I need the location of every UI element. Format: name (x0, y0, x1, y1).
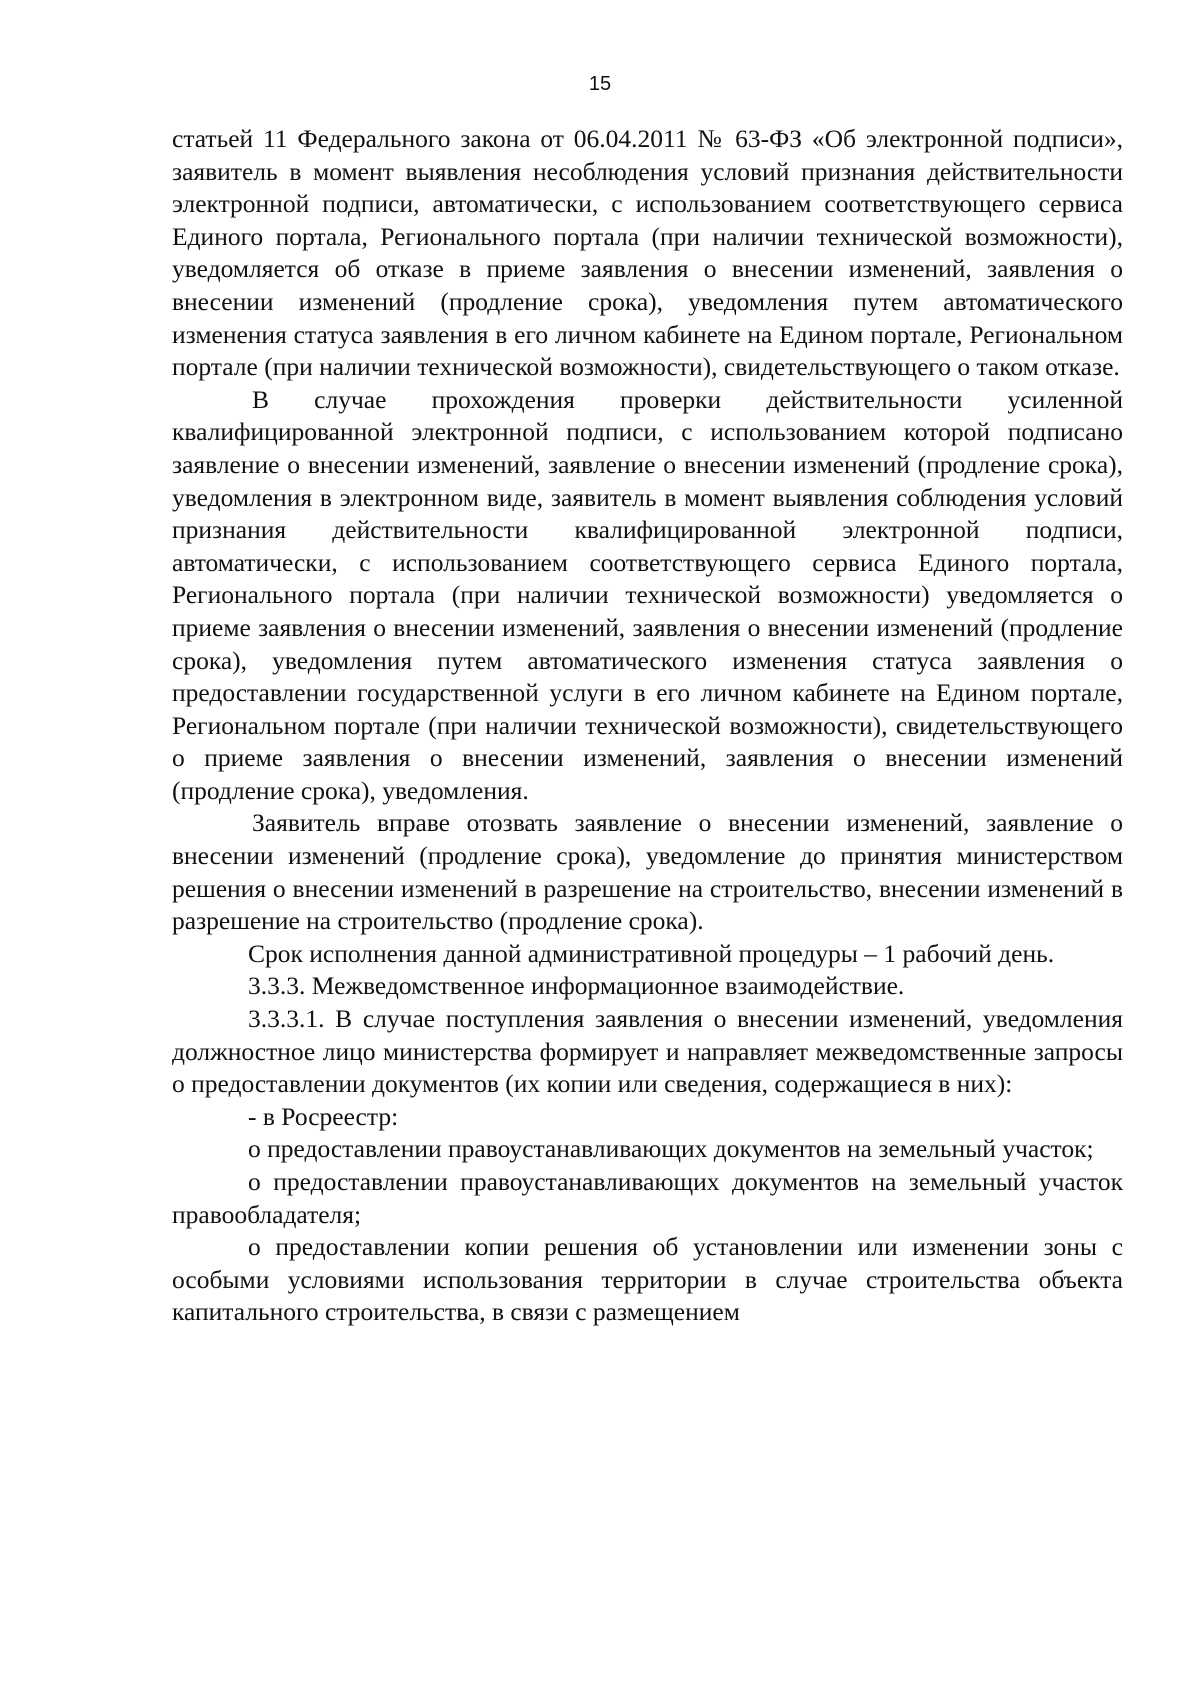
page-number: 15 (588, 73, 612, 95)
section-heading-3-3-3: 3.3.3. Межведомственное информационное взаимодействие. (248, 971, 905, 1001)
paragraph-3-3-3-1: 3.3.3.1. В случае поступления заявления о внесении изменений, уведомления должностное лицо министерства формирует и направляет межведомственные запросы о предоставлении документов (их копии или сведения, содержащиеся в них): (172, 1004, 1123, 1099)
paragraph-continuation: статьей 11 Федерального закона от 06.04.2011 № 63-ФЗ «Об электронной подписи», заявитель в момент выявления несоблюдения условий признания действительности электронной подписи, автоматически, с использованием соответствующего сервиса Единого портала, Регионального портала (при наличии технической возможности), уведомляется об отказе в приеме заявления о внесении изменений, заявления о внесении изменений (продление срока), уведомления путем автоматического изменения статуса заявления в его личном кабинете на Едином портале, Региональном портале (при наличии технической возможности), свидетельствующего о таком отказе. (172, 124, 1123, 382)
paragraph-withdraw-application: Заявитель вправе отозвать заявление о внесении изменений, заявление о внесении изменений (продление срока), уведомление до принятия министерством решения о внесении изменений в разрешение на строительство, внесении изменений в разрешение на строительство (продление срока). (172, 808, 1123, 936)
list-item-land-documents: о предоставлении правоустанавливающих документов на земельный участок; (248, 1134, 1094, 1164)
document-body (172, 123, 1123, 1329)
list-item-zone-decision: о предоставлении копии решения об установлении или изменении зоны с особыми условиями использования территории в случае строительства объекта капитального строительства, в связи с размещением (172, 1232, 1123, 1327)
list-item-rosreestr: - в Росреестр: (248, 1101, 399, 1131)
list-item-land-documents-holder: о предоставлении правоустанавливающих документов на земельный участок правообладателя; (172, 1167, 1123, 1229)
paragraph-signature-check-passed: В случае прохождения проверки действительности усиленной квалифицированной электронной подписи, с использованием которой подписано заявление о внесении изменений, заявление о внесении изменений (продление срока), уведомления в электронном виде, заявитель в момент выявления соблюдения условий признания действительности квалифицированной электронной подписи, автоматически, с использованием соответствующего сервиса Единого портала, Регионального портала (при наличии технической возможности) уведомляется о приеме заявления о внесении изменений, заявления о внесении изменений (продление срока), уведомления путем автоматического изменения статуса заявления о предоставлении государственной услуги в его личном кабинете на Едином портале, Региональном портале (при наличии технической возможности), свидетельствующего о приеме заявления о внесении изменений, заявления о внесении изменений (продление срока), уведомления. (172, 384, 1123, 805)
paragraph-procedure-deadline: Срок исполнения данной административной процедуры – 1 рабочий день. (248, 938, 1055, 968)
